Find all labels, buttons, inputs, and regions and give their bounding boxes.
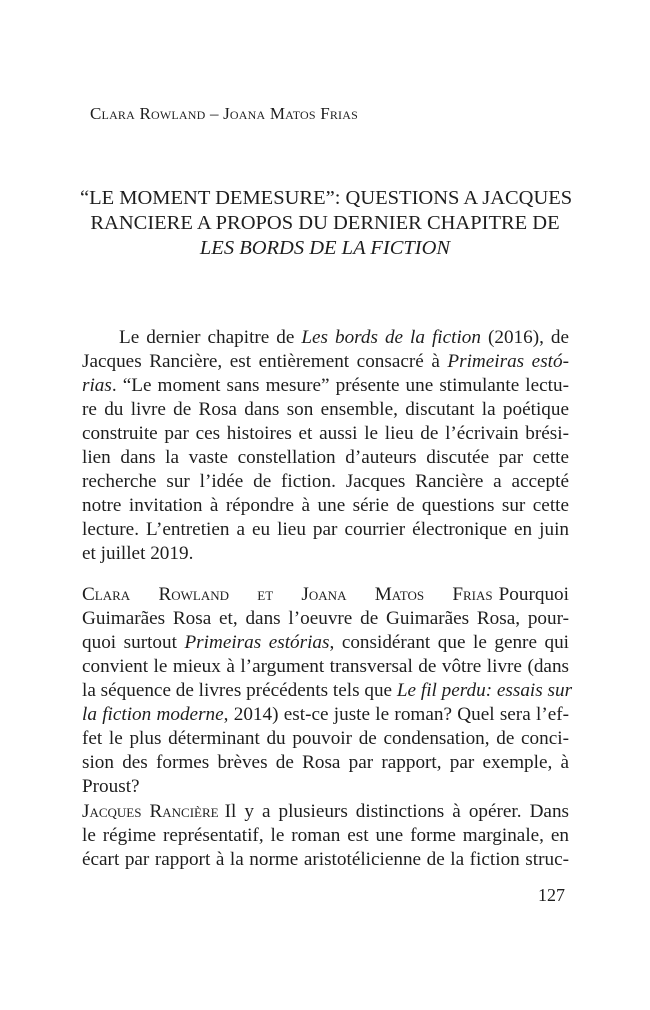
intro-line: et juillet 2019. [82,543,194,564]
page-number: 127 [538,885,565,905]
intro-line: notre invitation à répondre à une série de questions sur cette [82,495,569,516]
answer-paragraph [82,800,569,872]
question-line: Proust? [82,776,140,797]
question-line: la séquence de livres précédents tels que Le fil perdu: essais sur [82,680,573,701]
intro-line: Jacques Rancière, est entièrement consacré à Primeiras estó- [82,351,569,372]
question-line: sion des formes brèves de Rosa par rapport, par exemple, à [82,752,569,773]
intro-paragraph [82,326,569,566]
intro-line: lien dans la vaste constellation d’auteurs discutée par cette [82,447,569,468]
question-line: convient le mieux à l’argument transversal de vôtre livre (dans [82,656,569,677]
answer-line: Jacques Rancière Il y a plusieurs distinctions à opérer. Dans [82,801,570,822]
question-line: la fiction moderne, 2014) est-ce juste le roman? Quel sera l’ef- [82,704,570,725]
question-line: Guimarães Rosa et, dans l’oeuvre de Guimarães Rosa, pour- [82,608,569,629]
intro-line: construite par ces histoires et aussi le lieu de l’écrivain brési- [82,423,569,444]
title-line-2: RANCIERE A PROPOS DU DERNIER CHAPITRE DE [90,212,560,234]
intro-line: lecture. L’entretien a eu lieu par courrier électronique en juin [82,519,569,540]
article-title [80,186,573,261]
speaker-label: Clara Rowland et Joana Matos Frias [82,584,493,605]
question-paragraph [82,583,573,799]
running-head: Clara Rowland – Joana Matos Frias [90,104,358,123]
intro-line: re du livre de Rosa dans son ensemble, discutant la poétique [82,399,569,420]
title-line-3: LES BORDS DE LA FICTION [199,237,451,259]
answer-line: écart par rapport à la norme aristotélicienne de la fiction struc- [82,849,569,870]
intro-line: Le dernier chapitre de Les bords de la fiction (2016), de [119,327,569,348]
question-line: quoi surtout Primeiras estórias, considérant que le genre qui [82,632,569,653]
intro-line: recherche sur l’idée de fiction. Jacques Rancière a accepté [82,471,569,492]
question-line: fet le plus déterminant du pouvoir de condensation, de conci- [82,728,569,749]
title-line-1: “LE MOMENT DEMESURE”: QUESTIONS A JACQUES [80,187,573,209]
answer-line: le régime représentatif, le roman est une forme marginale, en [82,825,569,846]
intro-line: rias. “Le moment sans mesure” présente une stimulante lectu- [82,375,569,396]
speaker-label: Jacques Rancière [82,801,219,822]
question-line: Clara Rowland et Joana Matos Frias Pourquoi [82,584,569,605]
